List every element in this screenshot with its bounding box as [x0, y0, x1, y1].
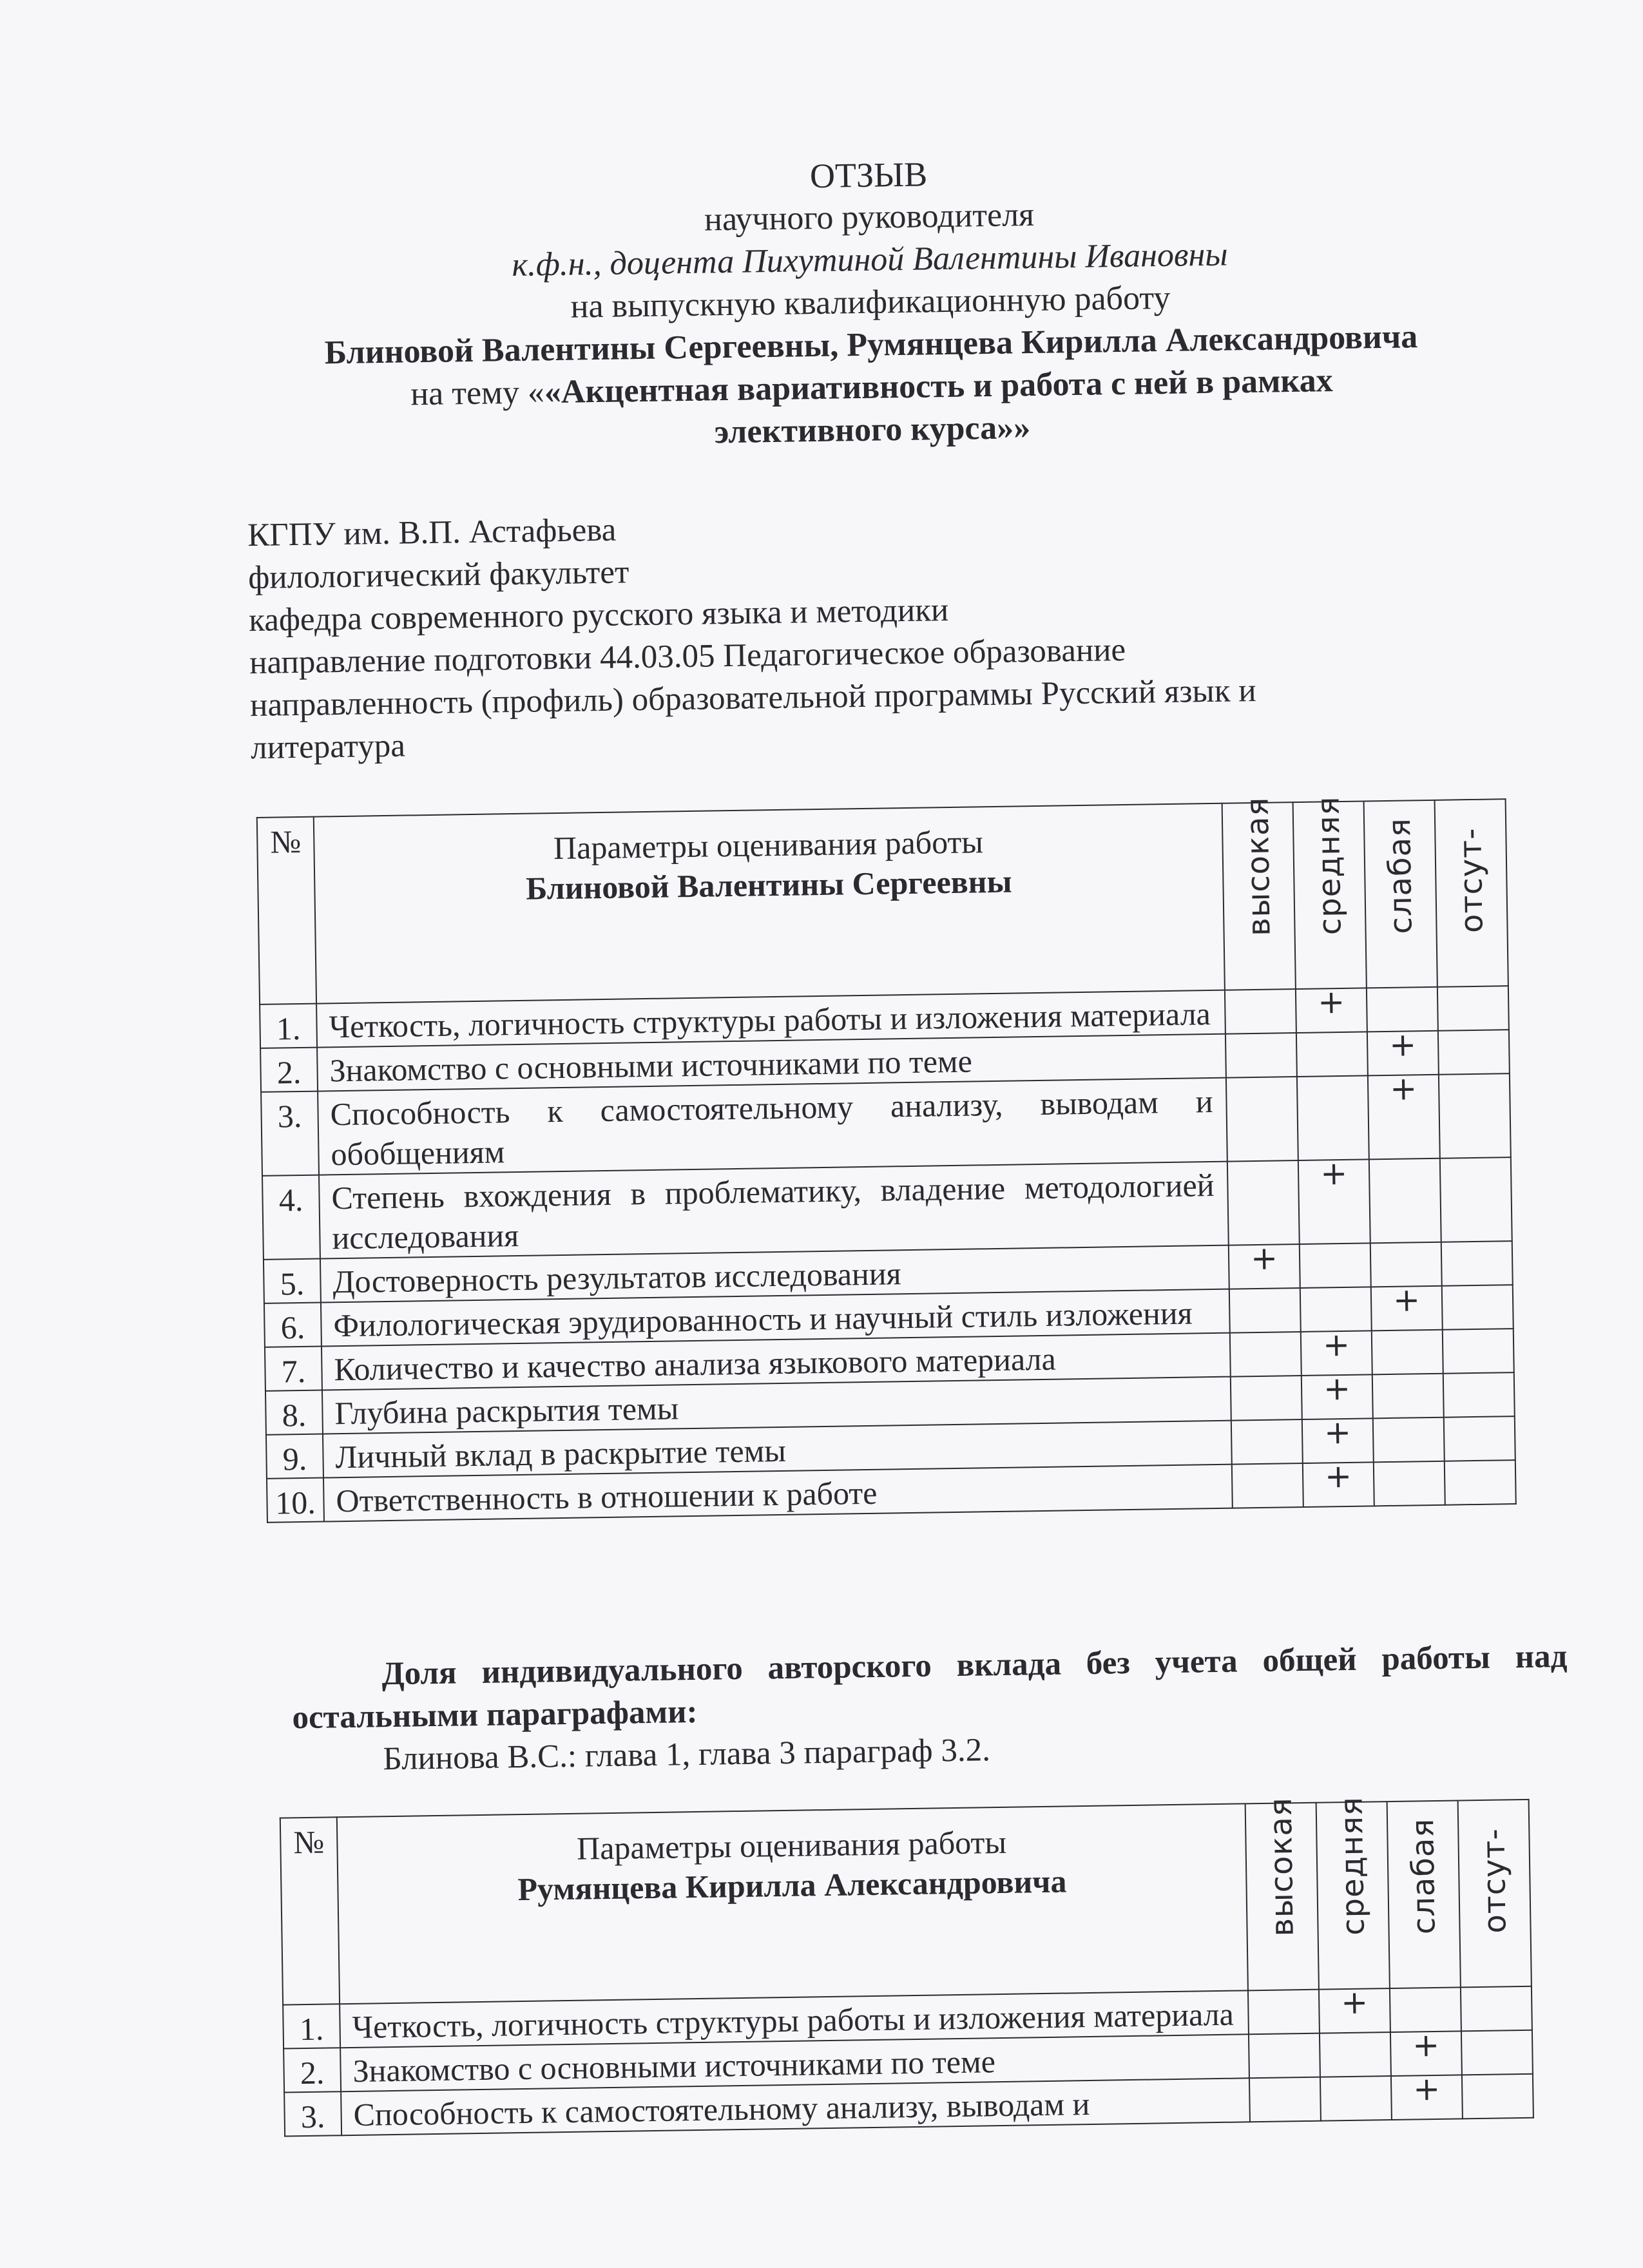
- score-cell-high: +: [1229, 1244, 1300, 1289]
- contribution-heading: Доля индивидуального авторского вклада без учета общей работы над остальными параграфами:: [292, 1638, 1568, 1736]
- work-type: на выпускную квалификационную работу: [570, 279, 1171, 325]
- score-cell-absent: [1438, 1030, 1510, 1075]
- parameters-header-label: Параметры оценивания работы: [576, 1823, 1007, 1867]
- score-cell-medium: [1300, 1243, 1371, 1288]
- score-cell-absent: [1444, 1416, 1515, 1461]
- parameter-text: Ответственность в отношении к работе: [323, 1465, 1233, 1522]
- row-number: 9.: [266, 1434, 323, 1479]
- score-label: отсут-: [1475, 1827, 1513, 1934]
- row-number: 5.: [264, 1259, 321, 1303]
- score-label: средняя: [1333, 1796, 1372, 1936]
- evaluation-table-rumyantsev: [280, 1796, 1534, 2137]
- score-cell-medium: +: [1302, 1374, 1373, 1419]
- score-header-weak: [1387, 1800, 1461, 1988]
- score-cell-medium: [1320, 2076, 1392, 2121]
- score-cell-weak: +: [1391, 2075, 1463, 2120]
- review-header: [218, 144, 1524, 461]
- score-cell-high: [1230, 1332, 1302, 1377]
- score-label: слабая: [1381, 817, 1419, 935]
- score-cell-absent: [1440, 1157, 1512, 1242]
- score-cell-high: [1232, 1463, 1303, 1508]
- score-label: высокая: [1262, 1796, 1301, 1937]
- topic-title-part1: «Акцентная вариативность и работа с ней в рамках: [544, 362, 1334, 411]
- score-cell-medium: [1296, 1032, 1368, 1077]
- table-header-row: [257, 799, 1508, 1004]
- university: КГПУ им. В.П. Астафьева: [247, 512, 617, 554]
- topic-prefix: на тему «: [410, 374, 545, 413]
- table-header-row: [280, 1800, 1532, 2005]
- score-cell-absent: [1445, 1460, 1516, 1505]
- contribution-blinova: Блинова В.С.: глава 1, глава 3 параграф 3.2.: [383, 1732, 991, 1778]
- parameter-text: Четкость, логичность структуры работы и изложения материала: [316, 990, 1225, 1048]
- parameter-text: Достоверность результатов исследования: [320, 1245, 1229, 1303]
- program-profile-line2: литература: [250, 727, 406, 767]
- score-cell-weak: +: [1368, 1075, 1440, 1160]
- score-cell-absent: [1461, 2030, 1533, 2075]
- score-cell-medium: +: [1296, 988, 1367, 1033]
- parameter-text: Способность к самостоятельному анализу, выводам и обобщениям: [318, 1078, 1227, 1175]
- score-cell-weak: [1373, 1418, 1445, 1463]
- row-number: 1.: [260, 1004, 317, 1048]
- score-cell-high: [1225, 1033, 1297, 1078]
- parameter-text: Глубина раскрытия темы: [322, 1377, 1231, 1434]
- parameter-text: Степень вхождения в проблематику, владение методологией исследования: [319, 1162, 1229, 1259]
- score-cell-medium: +: [1302, 1418, 1374, 1463]
- score-header-high: [1222, 796, 1296, 990]
- parameters-header: [314, 803, 1225, 1004]
- student-names: Блиновой Валентины Сергеевны, Румянцева Кирилла Александровича: [324, 318, 1418, 372]
- institution-info: [247, 499, 1257, 769]
- row-number: 1.: [283, 2004, 340, 2048]
- score-cell-high: [1225, 989, 1296, 1034]
- score-cell-weak: +: [1367, 1031, 1439, 1076]
- faculty: филологический факультет: [247, 554, 629, 597]
- score-cell-high: [1231, 1419, 1303, 1465]
- row-number: 4.: [262, 1175, 320, 1260]
- number-header: №: [280, 1817, 340, 2004]
- study-direction: направление подготовки 44.03.05 Педагогическое образование: [249, 631, 1126, 682]
- score-label: отсут-: [1452, 827, 1490, 934]
- individual-contribution: [291, 1635, 1569, 1782]
- score-cell-high: [1231, 1376, 1302, 1421]
- parameter-text: Четкость, логичность структуры работы и изложения материала: [340, 1990, 1249, 2048]
- supervisor-name: к.ф.н., доцента Пихутиной Валентины Ивановны: [512, 236, 1228, 284]
- parameter-text: Знакомство с основными источниками по теме: [340, 2034, 1249, 2091]
- row-number: 2.: [283, 2048, 341, 2092]
- score-cell-medium: +: [1298, 1159, 1370, 1244]
- score-cell-weak: [1372, 1330, 1443, 1375]
- parameter-text: Филологическая эрудированность и научный стиль изложения: [321, 1289, 1230, 1347]
- row-number: 10.: [267, 1478, 324, 1523]
- score-cell-weak: [1367, 987, 1438, 1032]
- score-label: слабая: [1405, 1818, 1443, 1935]
- score-label: средняя: [1310, 796, 1349, 936]
- score-cell-high: [1249, 2077, 1321, 2122]
- parameter-text: Количество и качество анализа языкового материала: [322, 1333, 1231, 1390]
- score-header-medium: [1293, 796, 1367, 989]
- document-title: ОТЗЫВ: [809, 155, 928, 196]
- row-number: 6.: [264, 1303, 322, 1347]
- score-header-high: [1245, 1796, 1319, 1991]
- score-label: высокая: [1239, 796, 1278, 937]
- score-cell-absent: [1461, 1986, 1532, 2032]
- score-cell-absent: [1443, 1329, 1514, 1374]
- score-cell-high: [1227, 1160, 1300, 1245]
- row-number: 8.: [265, 1390, 323, 1435]
- program-profile-line1: направленность (профиль) образовательной программы Русский язык и: [249, 672, 1256, 724]
- score-header-weak: [1364, 800, 1437, 988]
- parameter-text: Личный вклад в раскрытие темы: [323, 1421, 1232, 1478]
- evaluation-table-blinova: [256, 798, 1517, 1523]
- header-subtitle: научного руководителя: [704, 196, 1035, 238]
- score-cell-weak: [1372, 1374, 1444, 1419]
- score-cell-weak: +: [1371, 1286, 1443, 1331]
- topic-title-part2: элективного курса»»: [714, 409, 1031, 451]
- score-cell-medium: [1300, 1287, 1372, 1332]
- score-cell-absent: [1462, 2074, 1533, 2119]
- department: кафедра современного русского языка и методики: [248, 591, 949, 639]
- score-cell-medium: [1320, 2032, 1391, 2077]
- score-cell-weak: [1369, 1158, 1441, 1244]
- score-cell-high: [1249, 2033, 1320, 2079]
- score-cell-weak: [1374, 1461, 1445, 1506]
- row-number: 7.: [265, 1347, 322, 1391]
- score-cell-high: [1229, 1288, 1301, 1333]
- score-header-absent: [1435, 799, 1508, 987]
- score-cell-weak: +: [1390, 2031, 1462, 2076]
- score-header-medium: [1316, 1796, 1390, 1990]
- score-cell-absent: [1437, 986, 1509, 1031]
- score-cell-absent: [1443, 1372, 1515, 1418]
- row-number: 3.: [261, 1091, 319, 1176]
- row-number: 3.: [284, 2091, 341, 2136]
- student-name: Румянцева Кирилла Александровича: [517, 1863, 1067, 1908]
- score-cell-medium: +: [1301, 1331, 1372, 1376]
- score-cell-weak: [1370, 1242, 1442, 1287]
- number-header: №: [257, 817, 316, 1004]
- score-cell-absent: [1441, 1241, 1513, 1286]
- score-cell-medium: +: [1319, 1988, 1390, 2033]
- score-cell-medium: [1297, 1075, 1369, 1160]
- parameter-text: Способность к самостоятельному анализу, выводам и: [341, 2078, 1250, 2135]
- row-number: 2.: [260, 1048, 318, 1092]
- score-cell-absent: [1442, 1285, 1513, 1330]
- score-cell-high: [1226, 1077, 1298, 1162]
- parameters-header: [337, 1803, 1248, 2004]
- parameters-header-label: Параметры оценивания работы: [553, 823, 984, 867]
- score-cell-medium: +: [1303, 1462, 1374, 1507]
- score-cell-high: [1248, 1990, 1320, 2035]
- score-cell-weak: [1390, 1987, 1461, 2032]
- score-cell-absent: [1439, 1073, 1511, 1158]
- parameter-text: Знакомство с основными источниками по теме: [317, 1034, 1226, 1091]
- student-name: Блиновой Валентины Сергеевны: [525, 863, 1012, 907]
- score-header-absent: [1458, 1800, 1532, 1988]
